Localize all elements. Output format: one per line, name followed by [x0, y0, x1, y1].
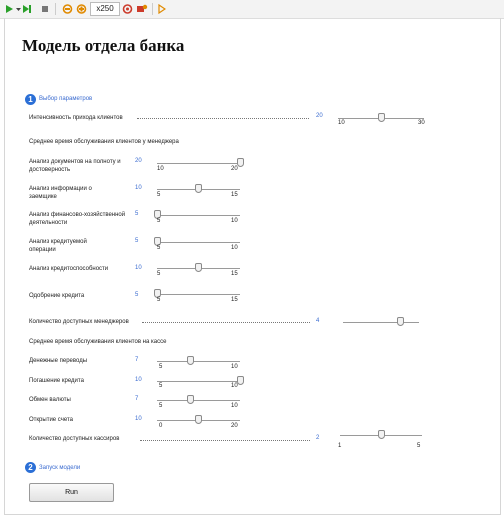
leader-dots	[142, 322, 310, 323]
run-icon[interactable]	[157, 3, 166, 15]
slider-track	[157, 215, 240, 216]
step-2-label: Запуск модели	[39, 465, 81, 471]
slider-min-label: 5	[157, 218, 161, 224]
slider-max-label: 10	[231, 403, 238, 409]
slider-min-label: 10	[157, 166, 164, 172]
slider-max-label: 15	[231, 271, 238, 277]
slider-min-label: 5	[157, 297, 161, 303]
arrival-value: 20	[316, 113, 323, 119]
step-1-badge: 1	[25, 94, 36, 105]
cashiers-count-value: 2	[316, 435, 320, 441]
toolbar-separator	[55, 3, 56, 15]
slider-thumb[interactable]	[378, 430, 385, 439]
page-title: Модель отдела банка	[22, 36, 185, 55]
param-label: Погашение кредита	[29, 378, 84, 384]
slider-track	[157, 361, 240, 362]
param-label: Анализ информации о заемщике	[29, 186, 92, 200]
slider-min-label: 5	[159, 403, 163, 409]
slider-thumb[interactable]	[187, 356, 194, 365]
cashiers-count-label: Количество доступных кассиров	[29, 436, 120, 442]
param-value: 10	[135, 377, 142, 383]
slider-min-label: 5	[157, 271, 161, 277]
slider-min-label: 1	[338, 443, 342, 449]
param-value: 5	[135, 292, 139, 298]
toolbar-separator	[152, 3, 153, 15]
step-2-badge: 2	[25, 462, 36, 473]
slider-thumb[interactable]	[195, 415, 202, 424]
leader-dots	[137, 118, 309, 119]
arrival-label: Интенсивность прихода клиентов	[29, 115, 123, 121]
slider-track	[343, 322, 419, 323]
cashier-section-title: Среднее время обслуживания клиентов на кассе	[29, 339, 167, 345]
run-button[interactable]: Run	[29, 483, 114, 502]
speed-slower-icon[interactable]	[62, 3, 73, 15]
step-icon[interactable]	[15, 3, 33, 15]
stop-icon[interactable]	[40, 3, 50, 15]
param-label: Анализ кредитоспособности	[29, 266, 109, 272]
leader-dots	[140, 440, 310, 441]
slider-max-label: 10	[231, 364, 238, 370]
slider-max-label: 5	[417, 443, 421, 449]
slider-min-label: 10	[338, 120, 345, 126]
managers-count-label: Количество доступных менеджеров	[29, 319, 129, 325]
slider-track	[157, 242, 240, 243]
param-value: 5	[135, 211, 139, 217]
play-icon[interactable]	[4, 3, 14, 15]
slider-min-label: 5	[157, 192, 161, 198]
param-value: 10	[135, 185, 142, 191]
camera-icon[interactable]	[122, 3, 133, 15]
param-value: 7	[135, 357, 139, 363]
param-value: 5	[135, 238, 139, 244]
param-value: 20	[135, 158, 142, 164]
slider-track	[157, 400, 240, 401]
slider-thumb[interactable]	[397, 317, 404, 326]
param-value: 10	[135, 265, 142, 271]
param-label: Анализ кредитуемой операции	[29, 239, 87, 253]
step-1-label: Выбор параметров	[39, 96, 93, 102]
slider-thumb[interactable]	[187, 395, 194, 404]
slider-track	[157, 163, 240, 164]
slider-max-label: 15	[231, 192, 238, 198]
slider-min-label: 5	[159, 383, 163, 389]
speed-faster-icon[interactable]	[76, 3, 87, 15]
param-label: Открытие счета	[29, 417, 74, 423]
param-label: Обмен валюты	[29, 397, 71, 403]
slider-max-label: 20	[231, 423, 238, 429]
slider-min-label: 0	[159, 423, 163, 429]
speed-field[interactable]: x250	[90, 2, 120, 16]
param-label: Денежные переводы	[29, 358, 88, 364]
toolbar	[0, 0, 504, 19]
manager-section-title: Среднее время обслуживания клиентов у менеджера	[29, 139, 179, 145]
slider-thumb[interactable]	[378, 113, 385, 122]
slider-max-label: 10	[231, 383, 238, 389]
slider-thumb[interactable]	[195, 263, 202, 272]
experiment-icon[interactable]	[136, 3, 148, 15]
slider-track	[157, 294, 240, 295]
param-value: 10	[135, 416, 142, 422]
param-label: Одобрение кредита	[29, 293, 85, 299]
slider-max-label: 15	[231, 297, 238, 303]
slider-max-label: 20	[231, 166, 238, 172]
param-label: Анализ финансово-хозяйственной деятельности	[29, 212, 126, 226]
managers-count-value: 4	[316, 318, 320, 324]
slider-min-label: 5	[159, 364, 163, 370]
slider-max-label: 10	[231, 245, 238, 251]
slider-thumb[interactable]	[195, 184, 202, 193]
slider-max-label: 30	[418, 120, 425, 126]
slider-max-label: 10	[231, 218, 238, 224]
param-label: Анализ документов на полноту и достоверность	[29, 159, 121, 173]
slider-track	[157, 381, 240, 382]
slider-min-label: 5	[157, 245, 161, 251]
param-value: 7	[135, 396, 139, 402]
